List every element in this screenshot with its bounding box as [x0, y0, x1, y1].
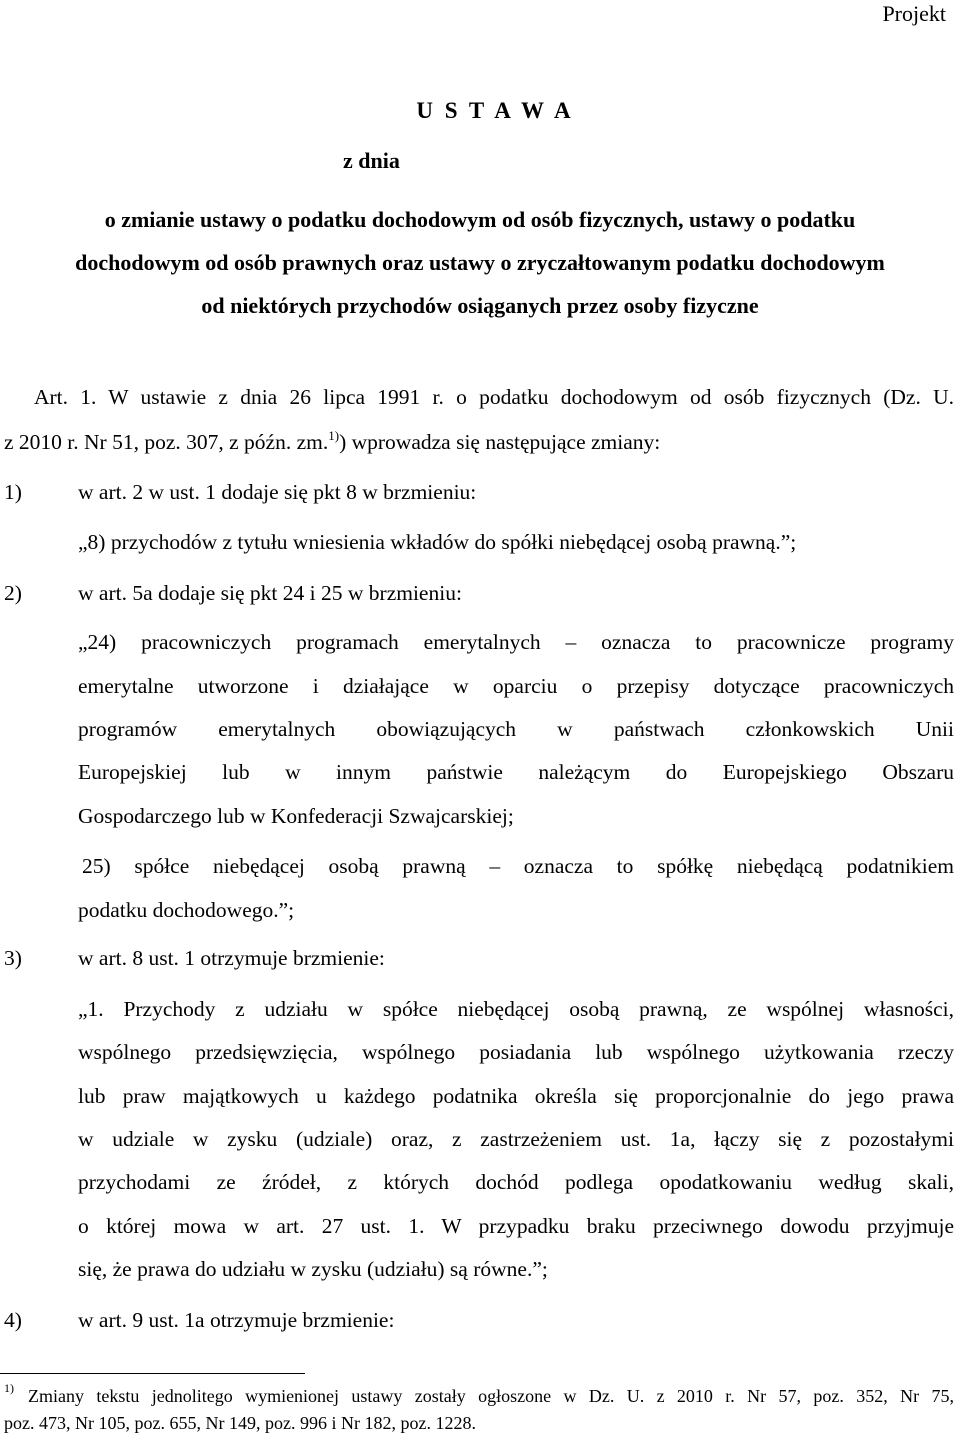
footnote-mark: 1): [4, 1381, 14, 1395]
act-title-line: od niektórych przychodów osiąganych przez osoby fizyczne: [201, 293, 759, 318]
act-date: z dnia: [343, 148, 400, 173]
item-text: w art. 2 w ust. 1 dodaje się pkt 8 w brzmieniu:: [78, 480, 477, 504]
item-text: w art. 8 ust. 1 otrzymuje brzmienie:: [78, 946, 385, 970]
art1-text: ) wprowadza się następujące zmiany:: [339, 430, 661, 454]
footnote-line: poz. 473, Nr 105, poz. 655, Nr 149, poz. 996 i Nr 182, poz. 1228.: [4, 1413, 476, 1433]
act-heading: U S T A W A: [416, 98, 574, 123]
footnote-separator: [0, 1373, 305, 1374]
item-number: 3): [4, 946, 22, 970]
footnote-line: Zmiany tekstu jednolitego wymienionej ustawy zostały ogłoszone w Dz. U. z 2010 r. Nr 57, poz. 352, Nr 75,: [28, 1386, 954, 1406]
art1-line: Art. 1. W ustawie z dnia 26 lipca 1991 r. o podatku dochodowym od osób fizycznych (Dz. U.: [34, 385, 954, 409]
pkt24-line: emerytalne utworzone i działające w oparciu o przepisy dotyczące pracowniczych: [78, 674, 954, 698]
item-text: w art. 9 ust. 1a otrzymuje brzmienie:: [78, 1308, 395, 1332]
projekt-label: Projekt: [882, 1, 946, 26]
item-number: 4): [4, 1308, 22, 1332]
ust1-line: wspólnego przedsięwzięcia, wspólnego posiadania lub wspólnego użytkowania rzeczy: [78, 1040, 954, 1064]
act-title-line: o zmianie ustawy o podatku dochodowym od osób fizycznych, ustawy o podatku: [104, 207, 856, 232]
pkt24-line: Gospodarczego lub w Konfederacji Szwajcarskiej;: [78, 804, 514, 828]
pkt24-line: „24) pracowniczych programach emerytalnych – oznacza to pracownicze programy: [78, 630, 954, 654]
ust1-line: przychodami ze źródeł, z których dochód podlega opodatkowaniu według skali,: [78, 1170, 954, 1194]
pkt8-text: „8) przychodów z tytułu wniesienia wkładów do spółki niebędącej osobą prawną.”;: [78, 530, 797, 554]
item-number: 2): [4, 581, 22, 605]
act-title: [20, 198, 940, 327]
item-text: w art. 5a dodaje się pkt 24 i 25 w brzmieniu:: [78, 581, 462, 605]
art1-text: z 2010 r. Nr 51, poz. 307, z późn. zm.: [4, 430, 329, 454]
ust1-line: „1. Przychody z udziału w spółce niebędącej osobą prawną, ze wspólnej własności,: [78, 997, 954, 1021]
item-number: 1): [4, 480, 22, 504]
ust1-line: o której mowa w art. 27 ust. 1. W przypadku braku przeciwnego dowodu przyjmuje: [78, 1214, 954, 1238]
pkt24-line: programów emerytalnych obowiązujących w państwach członkowskich Unii: [78, 717, 954, 741]
footnote-ref: 1): [328, 428, 340, 443]
ust1-line: się, że prawa do udziału w zysku (udziału) są równe.”;: [78, 1257, 548, 1281]
pkt25-line: podatku dochodowego.”;: [78, 898, 295, 922]
pkt25-line: 25) spółce niebędącej osobą prawną – oznacza to spółkę niebędącą podatnikiem: [82, 854, 954, 878]
pkt24-line: Europejskiej lub w innym państwie należącym do Europejskiego Obszaru: [78, 760, 954, 784]
ust1-line: lub praw majątkowych u każdego podatnika określa się proporcjonalnie do jego prawa: [78, 1084, 954, 1108]
ust1-line: w udziale w zysku (udziale) oraz, z zastrzeżeniem ust. 1a, łączy się z pozostałymi: [78, 1127, 954, 1151]
act-title-line: dochodowym od osób prawnych oraz ustawy o zryczałtowanym podatku dochodowym: [75, 250, 885, 275]
art1-line: [4, 428, 660, 455]
